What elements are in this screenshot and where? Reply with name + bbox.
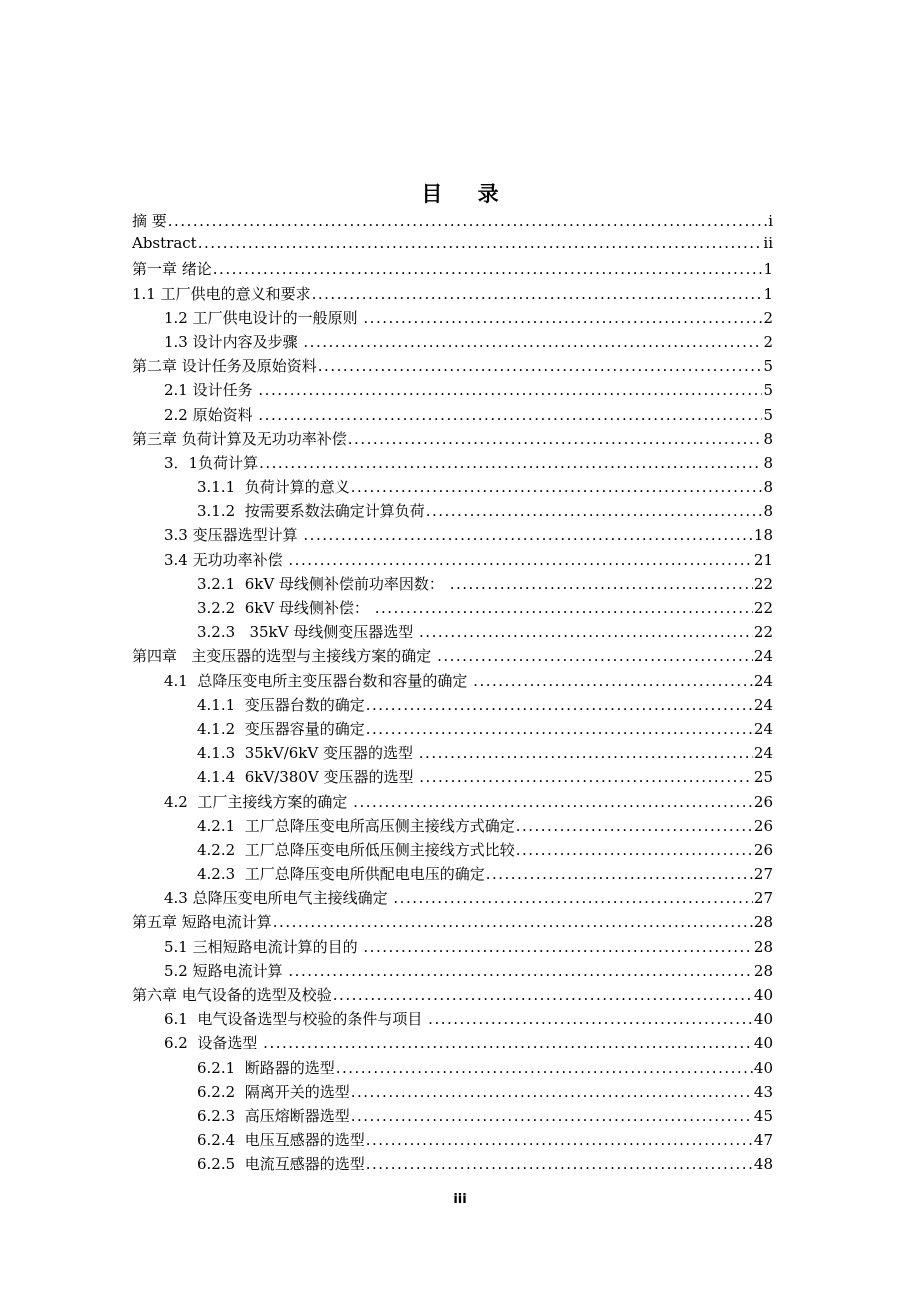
toc-entry[interactable] xyxy=(132,500,773,524)
toc-leader-dots xyxy=(312,285,763,303)
toc-leader-dots xyxy=(273,913,753,931)
toc-entry[interactable] xyxy=(132,1081,773,1105)
toc-leader-dots xyxy=(351,478,763,496)
toc-leader-dots xyxy=(516,817,753,835)
toc-leader-dots xyxy=(259,454,762,472)
toc-entry-title: 第四章 主变压器的选型与主接线方案的确定 xyxy=(132,647,437,666)
toc-entry-title: 第二章 设计任务及原始资料 xyxy=(132,357,317,376)
toc-leader-dots xyxy=(258,381,762,399)
toc-entry-page: 43 xyxy=(753,1082,773,1101)
toc-leader-dots xyxy=(393,889,753,907)
toc-leader-dots xyxy=(351,1107,753,1125)
toc-entry-page: 8 xyxy=(763,453,773,472)
toc-entry[interactable] xyxy=(132,307,773,331)
page-title: 目 录 xyxy=(421,182,513,206)
toc-entry-page: 22 xyxy=(753,623,773,642)
toc-entry[interactable] xyxy=(132,573,773,597)
toc-entry[interactable] xyxy=(132,597,773,621)
toc-leader-dots xyxy=(303,526,753,544)
toc-entry-page: 22 xyxy=(753,574,773,593)
toc-entry[interactable] xyxy=(132,476,773,500)
toc-entry-title: 4.2.2 工厂总降压变电所低压侧主接线方式比较 xyxy=(197,840,515,859)
toc-entry-page: 21 xyxy=(753,550,773,569)
toc-entry-title: 4.1.1 变压器台数的确定 xyxy=(197,695,365,714)
toc-entry-title: 6.1 电气设备选型与校验的条件与项目 xyxy=(164,1010,428,1029)
toc-entry-title: 6.2.5 电流互感器的选型 xyxy=(197,1155,365,1174)
toc-entry-page: 28 xyxy=(753,937,773,956)
toc-entry[interactable] xyxy=(132,210,773,234)
toc-entry-title: 6.2.2 隔离开关的选型 xyxy=(197,1082,350,1101)
toc-leader-dots xyxy=(333,986,753,1004)
toc-leader-dots xyxy=(336,1059,753,1077)
toc-entry-title: 2.2 原始资料 xyxy=(164,405,258,424)
toc-entry[interactable] xyxy=(132,960,773,984)
toc-entry-page: 47 xyxy=(753,1131,773,1150)
toc-entry[interactable] xyxy=(132,936,773,960)
toc-entry-page: 8 xyxy=(763,502,773,521)
toc-entry[interactable] xyxy=(132,1057,773,1081)
toc-entry[interactable] xyxy=(132,887,773,911)
toc-entry-page: 27 xyxy=(753,889,773,908)
toc-entry-page: 5 xyxy=(763,381,773,400)
toc-leader-dots xyxy=(366,1155,753,1173)
toc-leader-dots xyxy=(353,793,753,811)
toc-entry-page: 26 xyxy=(753,816,773,835)
toc-leader-dots xyxy=(263,1034,753,1052)
toc-entry-page: 45 xyxy=(753,1106,773,1125)
toc-entry-page: 26 xyxy=(753,792,773,811)
toc-leader-dots xyxy=(419,768,753,786)
toc-entry[interactable] xyxy=(132,452,773,476)
toc-entry-title: 4.2 工厂主接线方案的确定 xyxy=(164,792,353,811)
toc-leader-dots xyxy=(366,720,753,738)
toc-entry[interactable] xyxy=(132,283,773,307)
toc-leader-dots xyxy=(303,333,762,351)
toc-entry-title: 4.1 总降压变电所主变压器台数和容量的确定 xyxy=(164,671,473,690)
toc-entry-page: 8 xyxy=(763,478,773,497)
toc-entry-title: 3.2.1 6kV 母线侧补偿前功率因数： xyxy=(197,574,449,593)
toc-entry[interactable] xyxy=(132,670,773,694)
toc-leader-dots xyxy=(318,357,763,375)
toc-entry-title: 6.2.3 高压熔断器选型 xyxy=(197,1106,350,1125)
toc-entry[interactable] xyxy=(132,404,773,428)
toc-entry[interactable] xyxy=(132,645,773,669)
toc-entry[interactable] xyxy=(132,379,773,403)
toc-entry-page: 2 xyxy=(763,332,773,351)
toc-entry-title: 6.2 设备选型 xyxy=(164,1034,263,1053)
toc-entry-title: 6.2.1 断路器的选型 xyxy=(197,1058,335,1077)
table-of-contents xyxy=(132,210,773,1178)
toc-entry[interactable] xyxy=(132,1105,773,1129)
toc-entry[interactable] xyxy=(132,1008,773,1032)
toc-leader-dots xyxy=(213,260,763,278)
toc-leader-dots xyxy=(363,938,753,956)
toc-entry-title: 第三章 负荷计算及无功功率补偿 xyxy=(132,429,347,448)
toc-entry-title: 4.2.3 工厂总降压变电所供配电电压的确定 xyxy=(197,865,485,884)
toc-entry-page: 5 xyxy=(763,405,773,424)
toc-leader-dots xyxy=(288,551,753,569)
toc-entry-title: 1.1 工厂供电的意义和要求 xyxy=(132,284,311,303)
toc-entry-page: 24 xyxy=(753,719,773,738)
toc-entry-title: 3.1.1 负荷计算的意义 xyxy=(197,478,350,497)
toc-entry-page: 48 xyxy=(753,1155,773,1174)
toc-leader-dots xyxy=(366,1131,753,1149)
toc-entry-page: 24 xyxy=(753,695,773,714)
toc-entry[interactable] xyxy=(132,1032,773,1056)
toc-leader-dots xyxy=(168,212,767,230)
toc-entry[interactable] xyxy=(132,549,773,573)
toc-entry-page: ii xyxy=(763,234,773,253)
toc-entry[interactable] xyxy=(132,863,773,887)
toc-entry-title: 3.3 变压器选型计算 xyxy=(164,526,303,545)
toc-leader-dots xyxy=(428,1010,753,1028)
toc-entry-title: 摘 要 xyxy=(132,212,167,230)
toc-entry-title: 5.2 短路电流计算 xyxy=(164,961,288,980)
toc-entry-page: 22 xyxy=(753,599,773,617)
toc-entry[interactable] xyxy=(132,1129,773,1153)
toc-entry-page: 40 xyxy=(753,1010,773,1029)
toc-leader-dots xyxy=(258,406,762,424)
toc-entry[interactable] xyxy=(132,1153,773,1177)
toc-entry-page: 28 xyxy=(753,913,773,932)
toc-entry-title: 4.1.2 变压器容量的确定 xyxy=(197,719,365,738)
toc-leader-dots xyxy=(351,1083,753,1101)
toc-entry[interactable] xyxy=(132,621,773,645)
toc-entry-page: 2 xyxy=(763,308,773,327)
toc-leader-dots xyxy=(198,234,763,252)
toc-entry-title: 1.2 工厂供电设计的一般原则 xyxy=(164,308,363,327)
toc-leader-dots xyxy=(363,309,762,327)
toc-entry-title: 4.1.4 6kV/380V 变压器的选型 xyxy=(197,768,419,787)
toc-leader-dots xyxy=(375,599,753,617)
toc-entry-page: 1 xyxy=(763,260,773,279)
toc-entry-page: 26 xyxy=(753,840,773,859)
toc-entry[interactable] xyxy=(132,355,773,379)
toc-entry-title: 3.4 无功功率补偿 xyxy=(164,550,288,569)
toc-entry-page: 24 xyxy=(753,647,773,666)
toc-entry[interactable] xyxy=(132,331,773,355)
toc-entry[interactable] xyxy=(132,718,773,742)
toc-entry[interactable] xyxy=(132,911,773,935)
toc-entry[interactable] xyxy=(132,428,773,452)
toc-leader-dots xyxy=(516,841,753,859)
toc-entry-page: 40 xyxy=(753,1058,773,1077)
toc-entry-page: 27 xyxy=(753,865,773,884)
toc-entry-title: 3．1负荷计算 xyxy=(164,453,259,472)
toc-leader-dots xyxy=(419,623,753,641)
page-number: iii xyxy=(453,1192,467,1207)
toc-entry[interactable] xyxy=(132,258,773,282)
toc-entry[interactable] xyxy=(132,791,773,815)
toc-entry-title: 5.1 三相短路电流计算的目的 xyxy=(164,937,363,956)
toc-leader-dots xyxy=(450,575,753,593)
toc-entry-title: 1.3 设计内容及步骤 xyxy=(164,332,303,351)
toc-leader-dots xyxy=(426,502,763,520)
toc-entry[interactable] xyxy=(132,815,773,839)
toc-leader-dots xyxy=(486,865,753,883)
toc-entry-title: 6.2.4 电压互感器的选型 xyxy=(197,1131,365,1150)
toc-entry-page: 1 xyxy=(763,284,773,303)
toc-entry-page: 28 xyxy=(753,961,773,980)
toc-entry-title: 4.1.3 35kV/6kV 变压器的选型 xyxy=(197,744,418,763)
toc-entry-title: 2.1 设计任务 xyxy=(164,381,258,400)
toc-entry[interactable] xyxy=(132,234,773,258)
toc-entry-title: 3.2.2 6kV 母线侧补偿： xyxy=(197,599,374,617)
toc-entry-title: 3.2.3 35kV 母线侧变压器选型 xyxy=(197,623,419,642)
toc-entry-page: i xyxy=(768,212,773,230)
toc-entry[interactable] xyxy=(132,742,773,766)
toc-entry-page: 24 xyxy=(753,744,773,763)
toc-entry-title: 4.2.1 工厂总降压变电所高压侧主接线方式确定 xyxy=(197,816,515,835)
toc-leader-dots xyxy=(348,430,763,448)
toc-entry-page: 40 xyxy=(753,1034,773,1053)
toc-entry-page: 25 xyxy=(753,768,773,787)
toc-leader-dots xyxy=(288,962,753,980)
toc-entry[interactable] xyxy=(132,766,773,790)
toc-entry[interactable] xyxy=(132,524,773,548)
toc-entry-page: 18 xyxy=(753,526,773,545)
toc-entry-title: 第六章 电气设备的选型及校验 xyxy=(132,986,332,1004)
toc-entry-page: 5 xyxy=(763,357,773,376)
toc-entry-title: Abstract xyxy=(132,234,197,253)
toc-entry[interactable] xyxy=(132,694,773,718)
toc-entry-page: 40 xyxy=(753,986,773,1004)
toc-entry-title: 第五章 短路电流计算 xyxy=(132,913,272,932)
toc-entry[interactable] xyxy=(132,839,773,863)
toc-leader-dots xyxy=(473,672,753,690)
toc-entry-title: 4.3 总降压变电所电气主接线确定 xyxy=(164,889,393,908)
toc-leader-dots xyxy=(419,744,753,762)
toc-entry-title: 3.1.2 按需要系数法确定计算负荷 xyxy=(197,502,425,521)
toc-entry-page: 8 xyxy=(763,429,773,448)
toc-leader-dots xyxy=(366,696,753,714)
toc-entry-page: 24 xyxy=(753,671,773,690)
toc-leader-dots xyxy=(437,647,753,665)
toc-entry[interactable] xyxy=(132,984,773,1008)
toc-entry-title: 第一章 绪论 xyxy=(132,260,212,279)
